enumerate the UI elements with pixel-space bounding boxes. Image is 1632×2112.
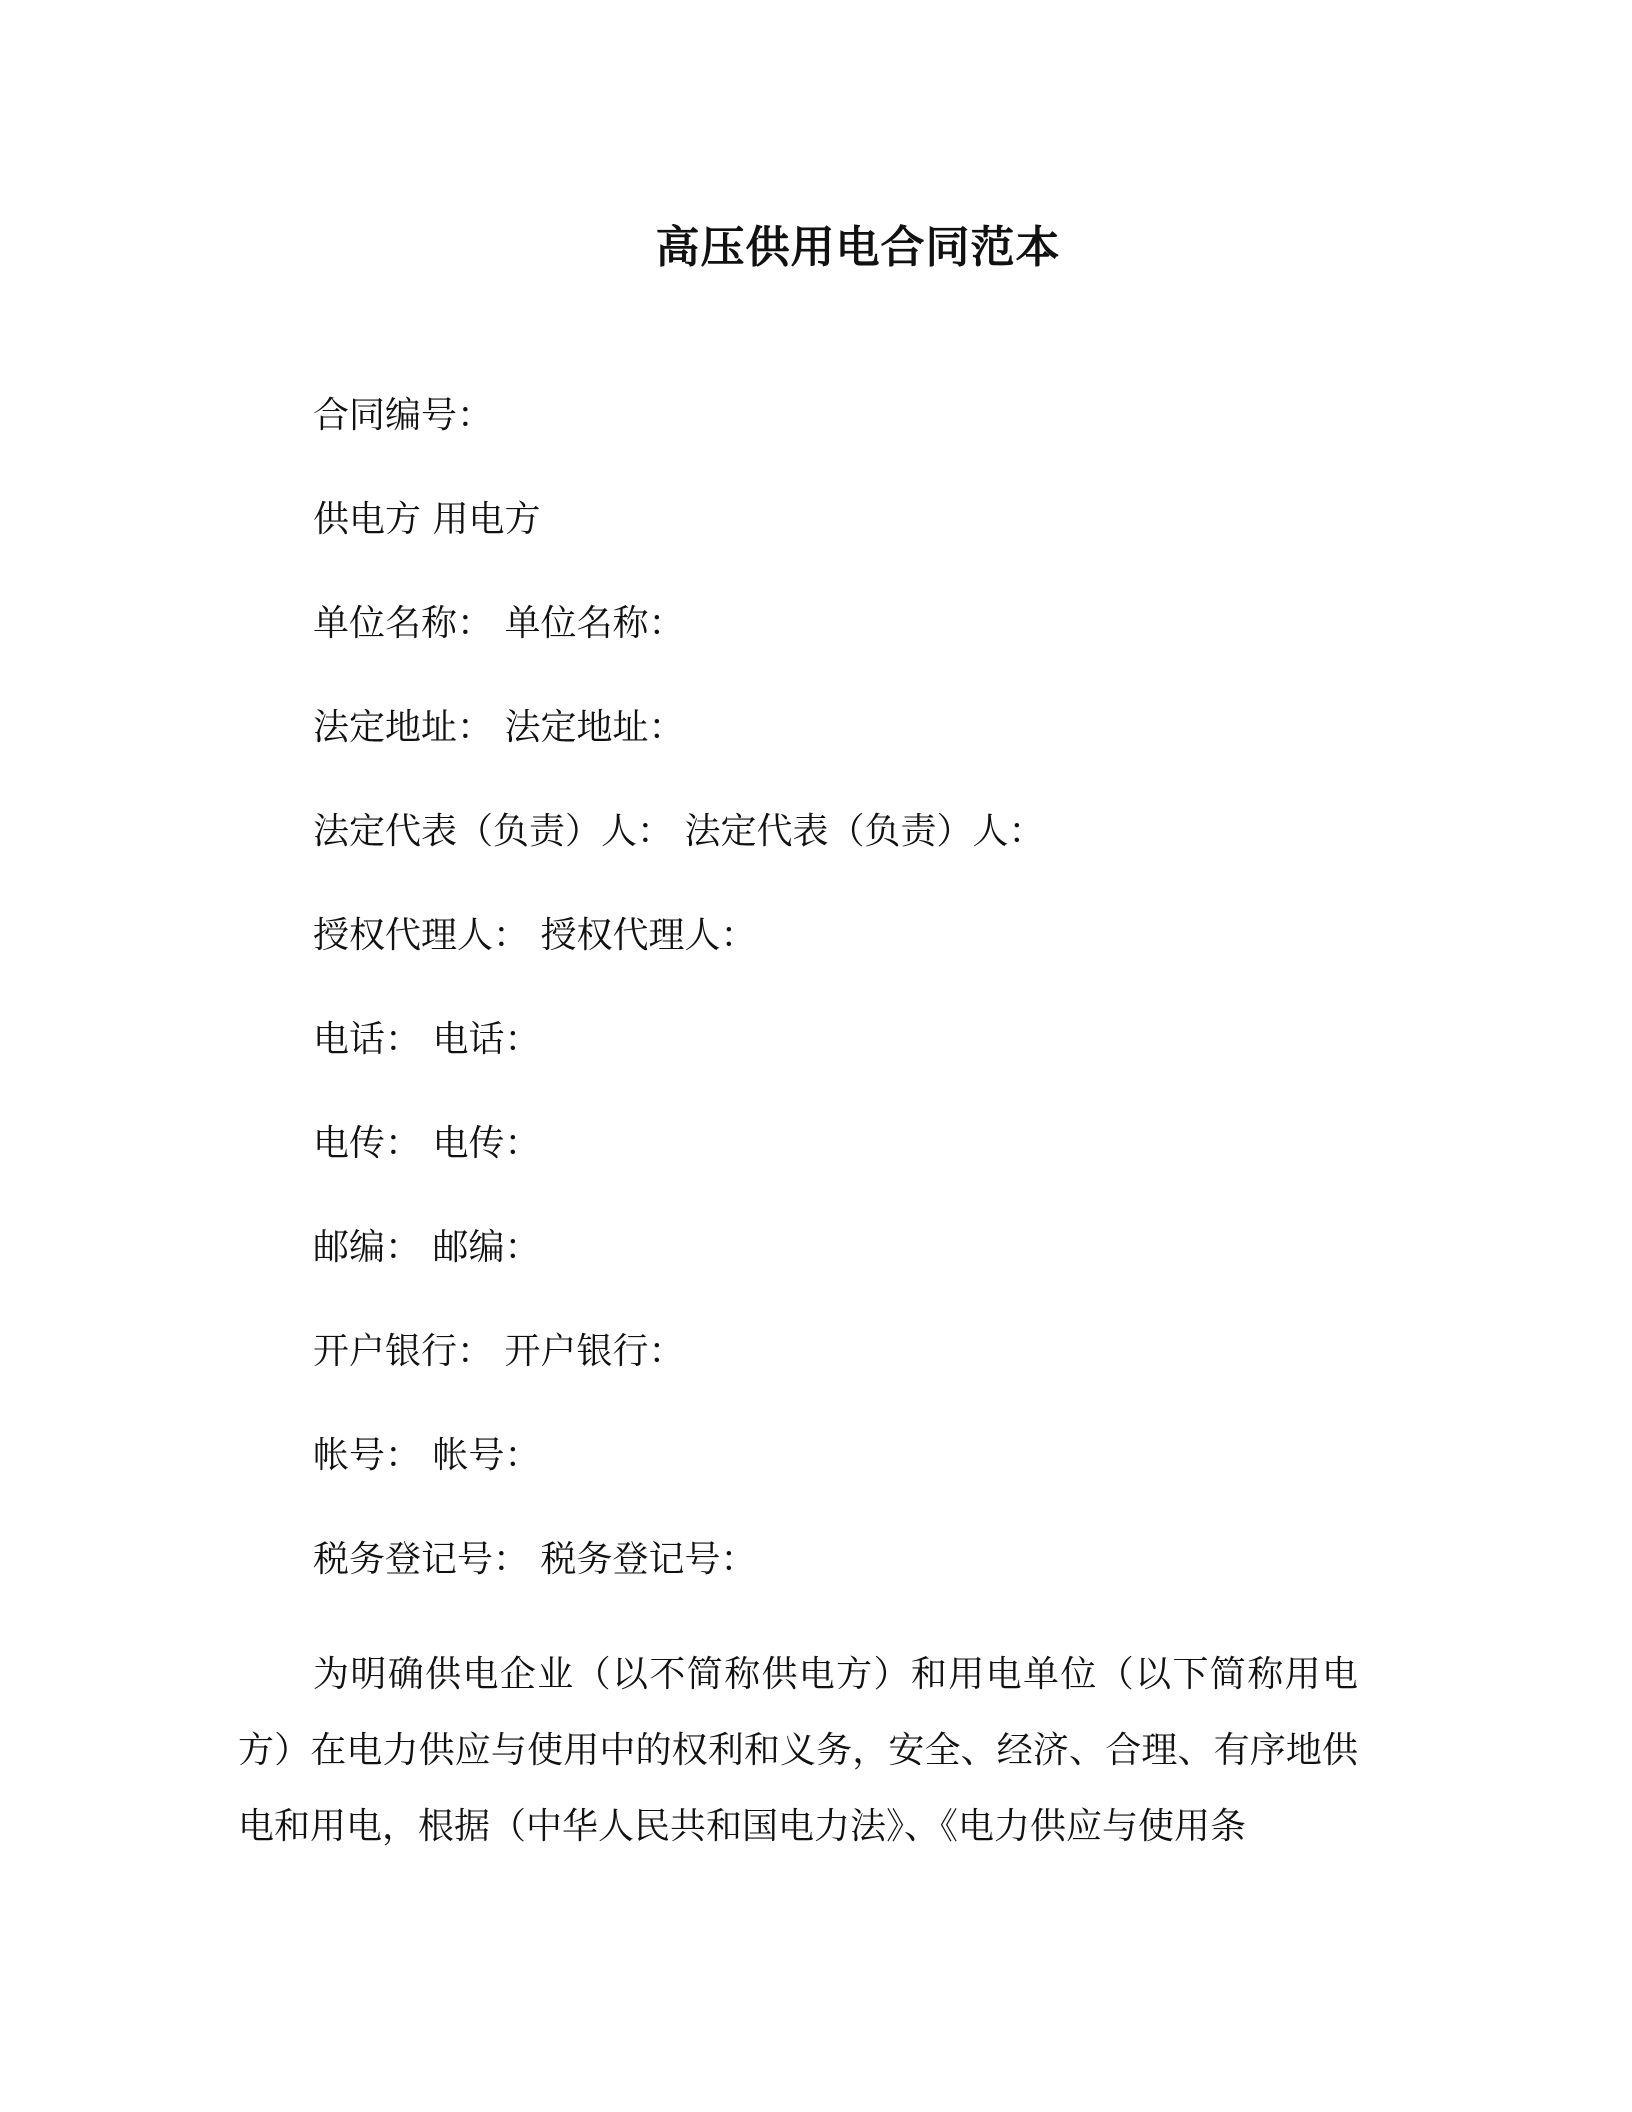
field-account: 帐号： 帐号： [313,1435,541,1476]
field-authorized-agent: 授权代理人： 授权代理人： [313,915,757,956]
page-title: 高压供用电合同范本 [655,222,1061,273]
field-legal-address: 法定地址： 法定地址： [313,707,685,748]
field-contract-number: 合同编号： [313,395,494,436]
field-tax-registration: 税务登记号： 税务登记号： [313,1539,757,1580]
party-fields-list [313,392,1044,1640]
field-postcode: 邮编： 邮编： [313,1227,541,1268]
field-unit-name: 单位名称： 单位名称： [313,603,685,644]
field-phone: 电话： 电话： [313,1019,541,1060]
field-legal-representative: 法定代表（负责）人： 法定代表（负责）人： [313,811,1045,852]
field-bank: 开户银行： 开户银行： [313,1331,685,1372]
field-telex: 电传： 电传： [313,1123,541,1164]
intro-paragraph: 为明确供电企业（以不简称供电方）和用电单位（以下简称用电方）在电力供应与使用中的权利和义务，安全、经济、合理、有序地供电和用电，根据（中华人民共和国电力法》、《电力供应与使用条 [238,1654,1358,1847]
field-parties-header: 供电方 用电方 [313,499,541,540]
